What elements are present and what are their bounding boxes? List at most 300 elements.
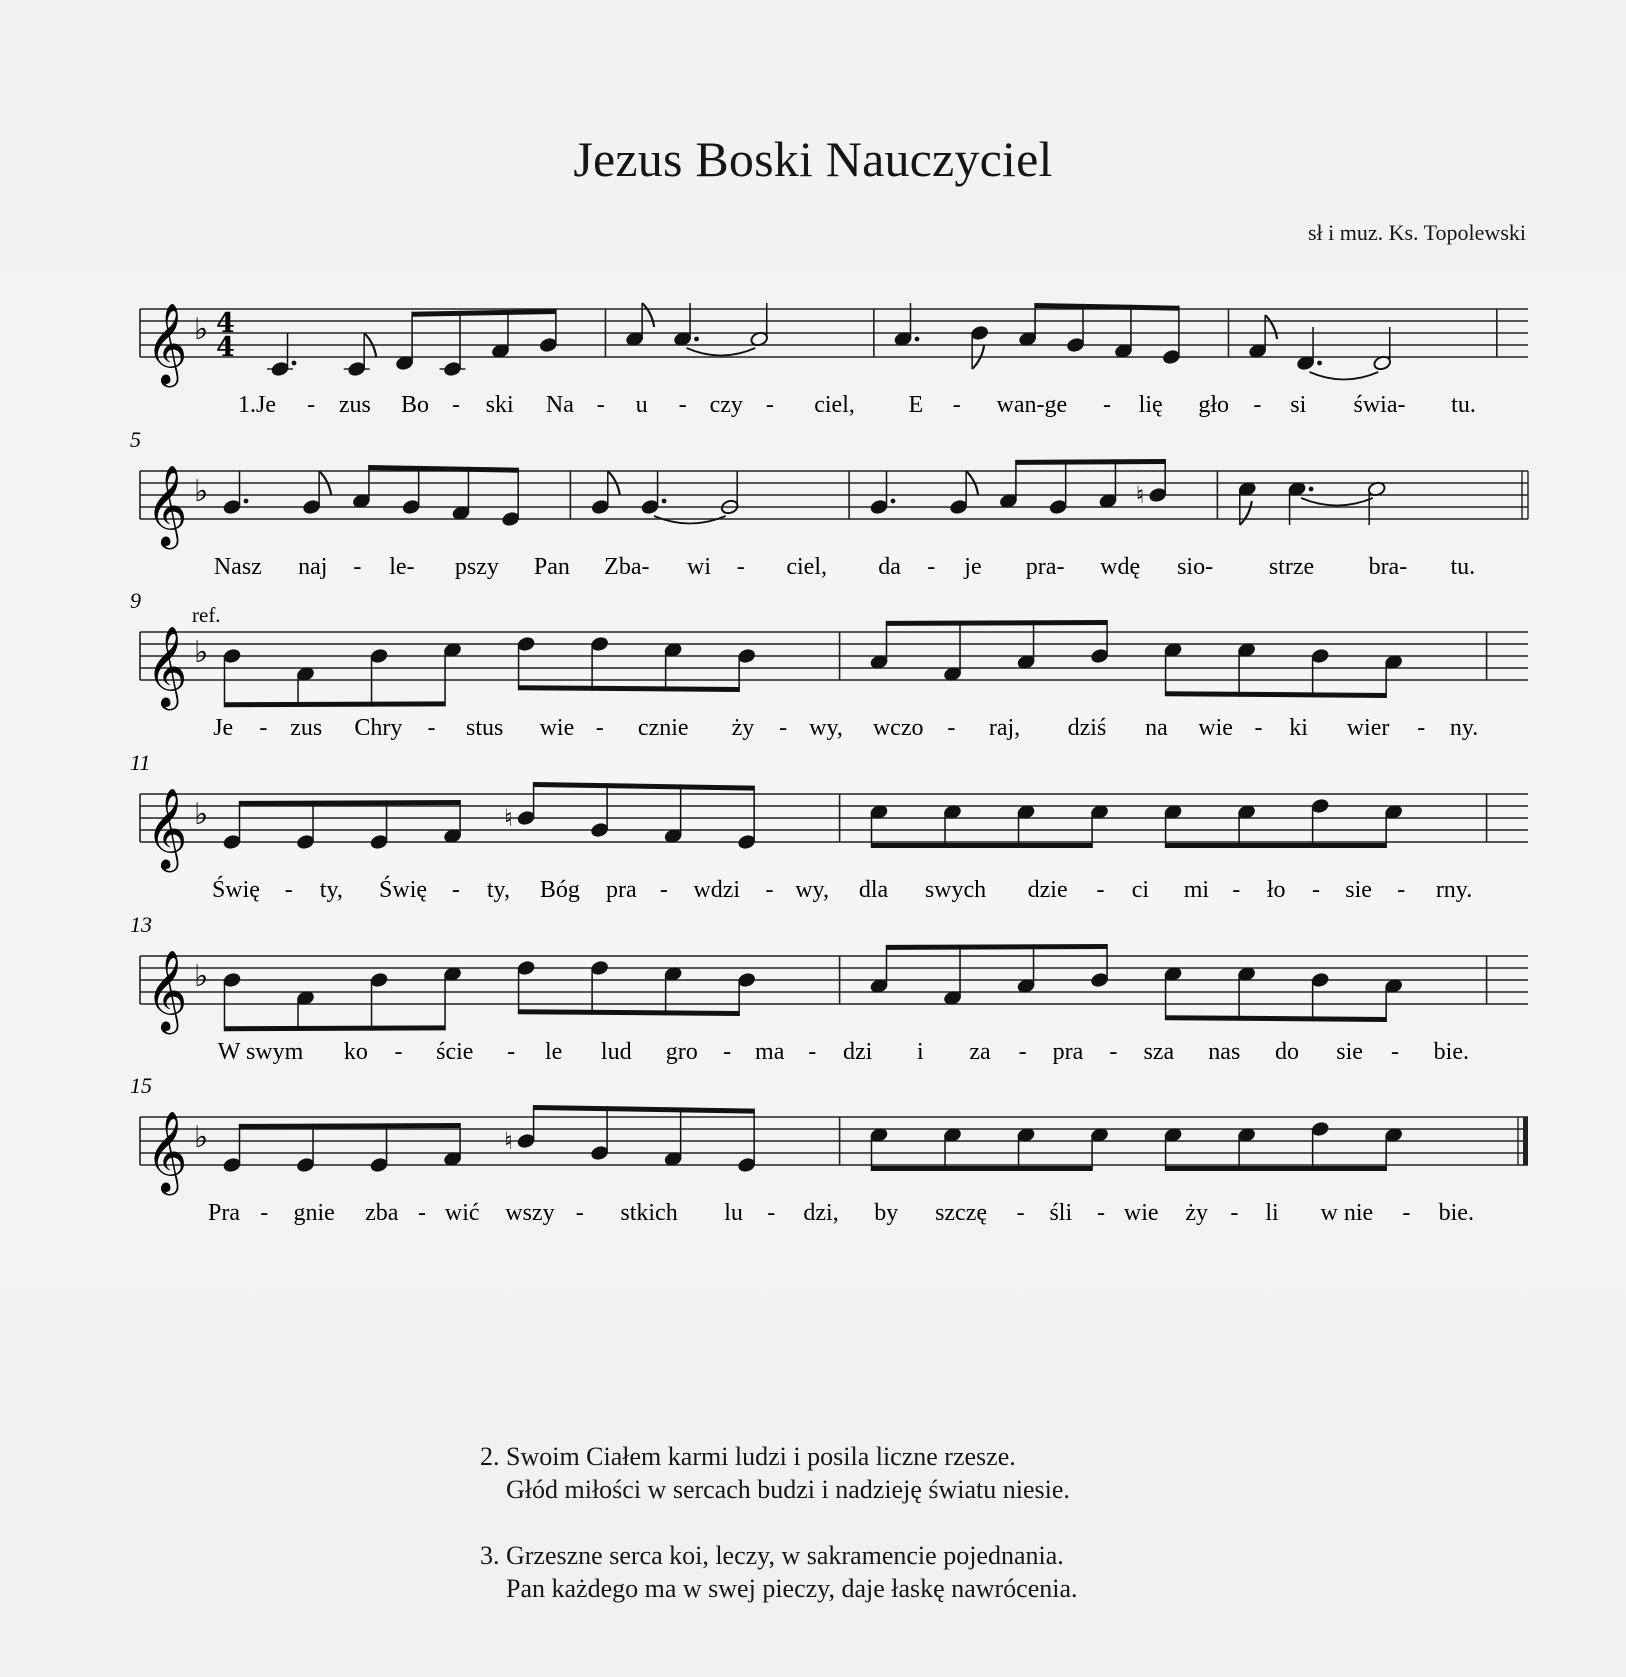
note [370, 648, 389, 707]
notehead [347, 361, 366, 377]
lyric-hyphen: - [1109, 1039, 1118, 1065]
measure-number: 15 [130, 1073, 152, 1098]
lyric-syllable: wie [539, 715, 575, 741]
natural-sign-icon: ♮ [504, 804, 513, 832]
notehead [949, 499, 968, 515]
lyric-hyphen: - [1230, 1200, 1239, 1226]
lyric-syllable: by [874, 1200, 899, 1226]
note [222, 972, 241, 1031]
lyric-hyphen: - [353, 554, 362, 580]
lyric-syllable: pszy [454, 554, 499, 580]
lyric-hyphen: - [1254, 715, 1263, 741]
augmentation-dot [1309, 487, 1314, 492]
note [999, 460, 1018, 509]
lyric-syllable: ko [343, 1039, 368, 1065]
notehead [590, 1145, 609, 1161]
lyric-syllable: sie [1345, 877, 1372, 903]
tie [1310, 372, 1379, 380]
note [1164, 966, 1183, 1020]
notehead [970, 325, 989, 341]
lyric-syllable: za [969, 1039, 991, 1065]
note [504, 782, 536, 832]
lyric-syllable: ci [1131, 877, 1150, 903]
lyric-hyphen: - [284, 877, 293, 903]
lyric-hyphen: - [451, 392, 460, 418]
key-flat-icon: ♭ [194, 635, 209, 670]
verse-line: Grzeszne serca koi, leczy, w sakramencie pojednania. [506, 1541, 1064, 1570]
lyric-syllable: Je [213, 715, 234, 741]
note [517, 636, 536, 690]
lyric-syllable: bie. [1433, 1039, 1469, 1065]
notehead [222, 834, 241, 850]
note [370, 972, 389, 1031]
staff-system [130, 750, 1528, 903]
notehead [737, 648, 756, 664]
notehead [737, 1157, 756, 1173]
lyric-hyphen: - [1232, 877, 1241, 903]
lyric-syllable: wy, [809, 715, 843, 741]
lyric-syllable: ny. [1449, 715, 1479, 741]
lyric-syllable: ty, [486, 877, 510, 903]
notehead [1148, 487, 1167, 503]
lyric-hyphen: - [659, 877, 668, 903]
beam [1016, 459, 1165, 465]
lyric-syllable: stkich [620, 1200, 678, 1226]
note [1311, 972, 1330, 1022]
lyric-hyphen: - [259, 715, 268, 741]
lyric-hyphen: - [1417, 715, 1426, 741]
lyric-hyphen: - [808, 1039, 817, 1065]
notehead [296, 1157, 315, 1173]
note [943, 945, 962, 1007]
augmentation-dot [915, 337, 920, 342]
notehead [1311, 648, 1330, 664]
notehead [370, 1157, 389, 1173]
lyric-syllable: Świę [379, 877, 428, 903]
lyric-hyphen: - [507, 1039, 516, 1065]
final-barline [1523, 1117, 1528, 1165]
lyric-syllable: wy, [795, 877, 830, 903]
note [370, 1123, 389, 1173]
lyric-syllable: ciel, [814, 392, 855, 418]
notehead [1090, 648, 1109, 664]
beam [240, 800, 461, 806]
treble-clef-icon: 𝄞 [146, 949, 188, 1031]
note [1066, 304, 1085, 353]
key-flat-icon: ♭ [194, 959, 209, 994]
measure-number: 9 [130, 588, 141, 613]
note [1162, 306, 1181, 365]
lyric-hyphen: - [1397, 877, 1406, 903]
lyric-syllable: Świę [211, 877, 260, 903]
notehead [1311, 798, 1330, 814]
lyric-hyphen: - [723, 1039, 732, 1065]
lyric-syllable: bra- [1368, 554, 1408, 580]
notehead [1311, 1121, 1330, 1137]
lyric-syllable: Bóg [539, 877, 580, 903]
note [1237, 966, 1256, 1021]
notehead [869, 499, 888, 515]
note [451, 467, 470, 521]
additional-verses [480, 1440, 1078, 1638]
note [737, 648, 756, 692]
lyric-hyphen: - [767, 1200, 776, 1226]
lyric-hyphen: - [765, 392, 774, 418]
lyric-syllable: zba [365, 1200, 399, 1226]
note [296, 801, 315, 851]
augmentation-dot [694, 337, 699, 342]
natural-sign-icon: ♮ [1135, 481, 1145, 509]
note [1311, 798, 1330, 848]
augmentation-dot [244, 499, 249, 504]
augmentation-dot [292, 361, 297, 366]
lyric-syllable: bie. [1438, 1200, 1474, 1226]
staff-system [130, 1073, 1528, 1226]
lyric-hyphen: - [596, 392, 605, 418]
lyric-syllable: sie [1336, 1039, 1363, 1065]
note [370, 800, 389, 850]
lyric-syllable: sio- [1177, 554, 1214, 580]
key-flat-icon: ♭ [194, 1120, 209, 1155]
notehead [501, 511, 520, 527]
notehead [222, 1157, 241, 1173]
lyric-hyphen: - [1097, 1200, 1106, 1226]
beam [1166, 843, 1387, 848]
flag [1240, 501, 1252, 525]
lyric-syllable: tu. [1451, 392, 1476, 418]
notehead [1090, 972, 1109, 988]
lyric-hyphen: - [678, 392, 687, 418]
notehead [443, 361, 462, 377]
beam [225, 1025, 446, 1031]
notehead [402, 499, 421, 515]
verse-line: Głód miłości w sercach budzi i nadzieję światu niesie. [506, 1475, 1070, 1504]
time-signature-top: 4 [216, 308, 235, 339]
notehead [737, 834, 756, 850]
beam [887, 944, 1108, 950]
notehead [1311, 972, 1330, 988]
note [222, 1124, 241, 1173]
lyric-syllable: gło [1198, 392, 1230, 418]
notehead [539, 337, 558, 353]
lyric-hyphen: - [947, 715, 956, 741]
notehead [517, 636, 536, 652]
lyric-syllable: Pan [533, 554, 570, 580]
key-flat-icon: ♭ [194, 312, 209, 347]
lyric-syllable: zus [290, 715, 323, 741]
notehead [370, 648, 389, 664]
time-signature-bottom: 4 [216, 332, 235, 363]
lyric-hyphen: - [765, 877, 774, 903]
lyric-hyphen: - [1391, 1039, 1399, 1065]
notehead [1049, 499, 1068, 515]
notehead [222, 972, 241, 988]
lyric-syllable: dzi [842, 1039, 873, 1065]
note [641, 471, 667, 515]
note [296, 666, 315, 707]
lyric-syllable: pra [1052, 1039, 1084, 1065]
lyric-syllable: Zba- [604, 554, 650, 580]
lyric-syllable: ciel, [786, 554, 827, 580]
beam [225, 701, 446, 707]
note [1311, 1121, 1330, 1171]
note [949, 471, 978, 515]
note [501, 468, 520, 527]
lyric-syllable: 1.Je [238, 392, 277, 418]
lyric-hyphen: - [394, 1039, 403, 1065]
lyric-syllable: dzi, [803, 1200, 839, 1226]
lyric-syllable: pra [605, 877, 637, 903]
lyric-syllable: wier [1346, 715, 1390, 741]
note [267, 333, 296, 377]
lyric-syllable: le- [389, 554, 415, 580]
note [591, 471, 620, 515]
lyric-syllable: Pra [208, 1200, 241, 1226]
note [504, 1105, 536, 1155]
beam [872, 1166, 1093, 1171]
lyric-syllable: dla [858, 877, 889, 903]
lyric-syllable: ty, [319, 877, 343, 903]
lyric-syllable: lu [724, 1200, 743, 1226]
note [720, 471, 739, 515]
composer-credit: sł i muz. Ks. Topolewski [1307, 220, 1526, 245]
note [1017, 620, 1036, 670]
key-flat-icon: ♭ [194, 474, 209, 509]
beam [519, 685, 740, 692]
lyric-syllable: wczo [872, 715, 924, 741]
measure-number: 5 [130, 427, 141, 452]
note [1090, 944, 1109, 988]
beam [872, 843, 1093, 848]
notehead [590, 636, 609, 652]
lyric-syllable: ma [755, 1039, 785, 1065]
lyric-hyphen: - [952, 392, 961, 418]
augmentation-dot [1317, 361, 1322, 366]
lyric-syllable: swych [924, 877, 987, 903]
lyric-syllable: le [544, 1039, 563, 1065]
lyric-syllable: sza [1143, 1039, 1175, 1065]
measure-number: 13 [130, 912, 152, 937]
notehead [270, 361, 289, 377]
notehead [296, 834, 315, 850]
augmentation-dot [891, 499, 896, 504]
lyric-hyphen: - [779, 715, 788, 741]
note [1237, 642, 1256, 697]
lyric-syllable: wić [444, 1200, 480, 1226]
lyric-syllable: ło [1266, 877, 1286, 903]
lyric-hyphen: - [736, 554, 745, 580]
beam [240, 1123, 461, 1129]
beam [1166, 1015, 1387, 1022]
notehead [222, 499, 241, 515]
lyric-syllable: lud [600, 1039, 632, 1065]
lyric-syllable: gnie [293, 1200, 335, 1226]
note [344, 333, 377, 377]
lyric-syllable: wie [1123, 1200, 1159, 1226]
tie [654, 516, 726, 524]
note [491, 310, 510, 359]
lyric-syllable: świa- [1353, 392, 1406, 418]
lyric-syllable: do [1274, 1039, 1299, 1065]
lyric-hyphen: - [575, 1200, 584, 1226]
lyric-syllable: si [1290, 392, 1307, 418]
lyric-syllable: Nasz [213, 554, 262, 580]
lyric-syllable: pra- [1025, 554, 1065, 580]
verse-line: Pan każdego ma w swej pieczy, daje łaskę nawrócenia. [506, 1574, 1078, 1603]
beam [412, 309, 556, 317]
lyric-syllable: ży [731, 715, 755, 741]
note [590, 960, 609, 1015]
lyric-hyphen: - [1312, 877, 1321, 903]
note [222, 471, 248, 515]
notehead [737, 972, 756, 988]
note [296, 990, 315, 1031]
lyric-syllable: u [635, 392, 648, 418]
lyric-hyphen: - [418, 1200, 427, 1226]
lyric-syllable: na [1145, 715, 1168, 741]
lyric-syllable: lię [1138, 392, 1163, 418]
notehead [590, 822, 609, 838]
lyric-hyphen: - [1016, 1200, 1025, 1226]
note [1384, 978, 1403, 1022]
staff-system [140, 302, 1528, 418]
lyric-syllable: strze [1268, 554, 1315, 580]
lyric-hyphen: - [1103, 392, 1112, 418]
measure-number: 11 [130, 750, 151, 775]
lyric-syllable: wszy [505, 1200, 555, 1226]
note [296, 1124, 315, 1174]
notehead [370, 972, 389, 988]
notehead [517, 810, 536, 826]
note [970, 325, 989, 369]
note [222, 801, 241, 850]
notehead [302, 499, 321, 515]
lyric-syllable: gro [665, 1039, 698, 1065]
note [402, 466, 421, 515]
treble-clef-icon: 𝄞 [146, 787, 188, 869]
note [737, 972, 756, 1016]
beam [534, 782, 755, 791]
lyric-syllable: raj, [988, 715, 1021, 741]
lyric-syllable: śli [1049, 1200, 1073, 1226]
staff-system [130, 912, 1528, 1065]
beam [519, 1009, 740, 1016]
tie [1301, 498, 1373, 506]
note [590, 636, 609, 691]
lyric-syllable: czy [709, 392, 743, 418]
song-title: Jezus Boski Nauczyciel [573, 131, 1053, 187]
lyric-syllable: cznie [637, 715, 689, 741]
lyric-syllable: je [964, 554, 982, 580]
tie [687, 348, 756, 356]
note [1098, 459, 1117, 509]
lyric-hyphen: - [927, 554, 936, 580]
verse-3 [480, 1539, 1078, 1605]
beam [1166, 691, 1387, 698]
lyric-hyphen: - [1096, 877, 1105, 903]
staff-system [130, 588, 1528, 741]
note [664, 966, 683, 1016]
lyric-hyphen: - [1402, 1200, 1411, 1226]
note [664, 642, 683, 692]
treble-clef-icon: 𝄞 [146, 1110, 188, 1192]
lyric-syllable: E [908, 392, 924, 418]
note [1164, 642, 1183, 696]
lyric-syllable: wie [1198, 715, 1233, 741]
lyric-syllable: szczę [935, 1200, 988, 1226]
augmentation-dot [662, 499, 667, 504]
lyric-syllable: W swym [217, 1039, 304, 1065]
note [1311, 648, 1330, 698]
lyric-hyphen: - [427, 715, 436, 741]
treble-clef-icon: 𝄞 [146, 464, 188, 546]
notehead [1162, 349, 1181, 365]
lyric-syllable: wdzi [693, 877, 741, 903]
lyric-syllable: wi [686, 554, 711, 580]
lyric-syllable: Chry [354, 715, 403, 741]
lyric-syllable: nas [1208, 1039, 1241, 1065]
notehead [591, 499, 610, 515]
lyric-syllable: Bo [401, 392, 430, 418]
notehead [1066, 337, 1085, 353]
notehead [517, 960, 536, 976]
note [869, 945, 888, 994]
notehead [590, 960, 609, 976]
lyric-syllable: li [1265, 1200, 1279, 1226]
notehead [517, 1133, 536, 1149]
lyric-syllable: ży [1185, 1200, 1209, 1226]
lyric-syllable: ski [485, 392, 514, 418]
note [443, 966, 462, 1031]
staff-system [130, 427, 1528, 580]
beam [887, 620, 1108, 626]
refrain-marking: ref. [192, 603, 221, 627]
verse-line: Swoim Ciałem karmi ludzi i posila liczne rzesze. [506, 1442, 1016, 1471]
note [1136, 459, 1168, 509]
lyric-syllable: wdę [1100, 554, 1141, 580]
note [443, 642, 462, 707]
lyric-syllable: dzie [1027, 877, 1068, 903]
lyric-syllable: i [916, 1039, 924, 1065]
lyric-syllable: tu. [1450, 554, 1476, 580]
note [590, 783, 609, 838]
verse-number: 3. [480, 1541, 500, 1570]
note [1384, 654, 1403, 698]
note [1114, 305, 1133, 359]
note [1017, 944, 1036, 994]
lyric-hyphen: - [595, 715, 604, 741]
lyric-syllable: dziś [1067, 715, 1107, 741]
note [517, 960, 536, 1014]
lyric-syllable: naj [298, 554, 328, 580]
note [539, 309, 558, 353]
lyric-hyphen: - [451, 877, 460, 903]
lyric-syllable: mi [1183, 877, 1210, 903]
lyric-hyphen: - [1018, 1039, 1027, 1065]
notehead [222, 648, 241, 664]
lyric-syllable: stus [466, 715, 504, 741]
lyric-hyphen: - [1253, 392, 1262, 418]
lyric-syllable: Na [545, 392, 574, 418]
lyric-syllable: wan-ge [996, 392, 1068, 418]
beam [534, 1105, 755, 1114]
note [590, 1106, 609, 1161]
note [869, 471, 895, 515]
notehead [641, 499, 660, 515]
flag [1265, 315, 1277, 339]
note [1090, 620, 1109, 664]
lyric-hyphen: - [307, 392, 316, 418]
